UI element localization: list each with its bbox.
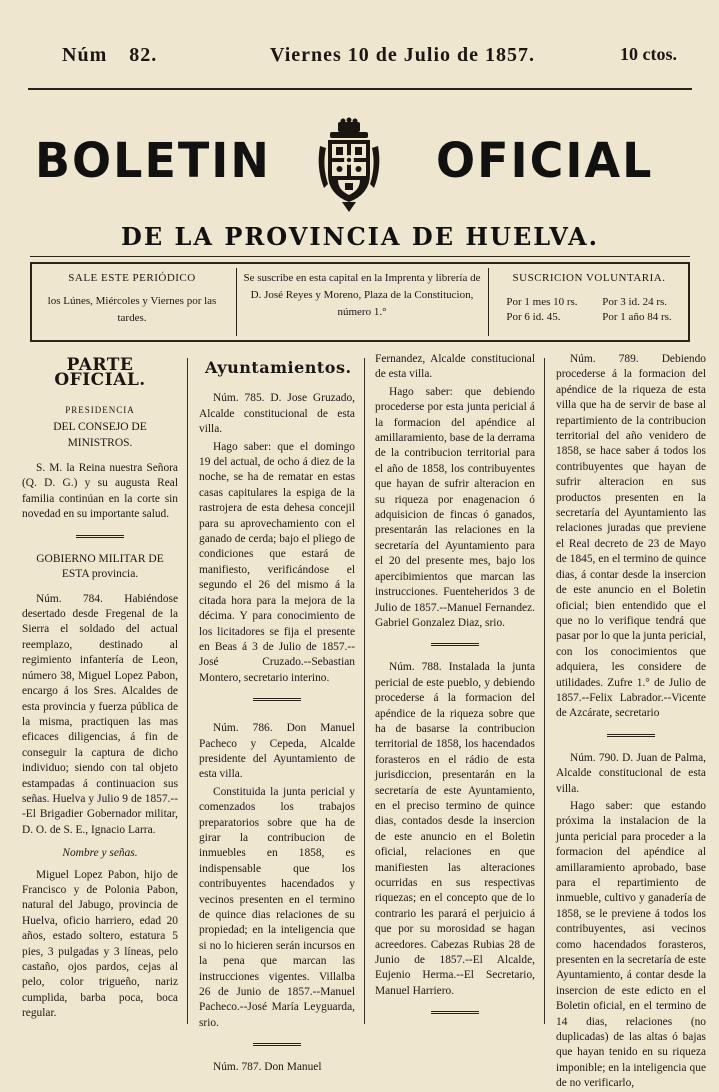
column-divider	[544, 358, 545, 1024]
publication-info	[34, 270, 230, 327]
subscription-info: Se suscribe en esta capital en la Imprenta y librería de D. José Reyes y Moreno, Plaza de la Constitucion, número 1.°	[243, 272, 481, 319]
paragraph-788: Núm. 788. Instalada la junta pericial de este pueblo, y debiendo procederse á la formacion del apéndice de la riqueza sobre que ha de basarse la contribucion territorial de 1858, los hacendados forasteros en el rádio de esta jurisdiccion, presentarán en la secretaría de este Ayuntamiento, en el preciso termino de quince dias, contados desde la insercion de este anuncio en el Boletin oficial, relaciones en que manifiesten las alteraciones ocurridas en sus respectivas riquezas; en el concepto que de lo contrario les parará el perjuicio á que por su morosidad se hagan acreedores. Cabezas Rubias 28 de Junio de 1857.--El Alcalde, Eujenio Herma.--El Secretario, Manuel Harriero.	[375, 661, 535, 997]
paragraph-continued-head: Fernandez, Alcalde constitucional de esta villa.	[375, 353, 535, 381]
rate-4: Por 1 año 84 rs.	[602, 310, 672, 323]
issue-number	[62, 44, 157, 67]
column-4	[556, 352, 706, 1090]
voluntary-subscription	[494, 270, 684, 325]
senas-heading: Nombre y señas.	[62, 847, 138, 860]
column-divider	[364, 358, 365, 1024]
consejo-heading: DEL CONSEJO DE MINISTROS.	[53, 421, 147, 449]
paragraph-790-head: Núm. 790. D. Juan de Palma, Alcalde constitucional de esta villa.	[556, 751, 706, 795]
divider	[431, 1011, 479, 1016]
gobierno-heading: GOBIERNO MILITAR DE ESTA provincia.	[36, 552, 164, 580]
paragraph-785: Hago saber: que el domingo 19 del actual, de ocho á diez de la noche, se ha de rematar en estas casas capitulares la espiga de la rastrojera de esta dehesa concejil para su aprovechamiento con el ganado de cerda; bajo el pliego de condiciones que estará de manifiesto, verificándose el segundo el 26 del mismo á la citada hora para la mejora de la décima. Y para conocimiento de los licitadores se fija el presente en Beas á 3 de Julio de 1857.--José Cruzado.--Sebastian Montero, secretario interino.	[199, 440, 355, 684]
issue-number-value: 82.	[129, 44, 158, 66]
info-box	[30, 262, 690, 342]
column-2	[199, 352, 355, 1074]
publication-text: los Lúnes, Miércoles y Viernes por las tardes.	[47, 295, 217, 325]
divider	[76, 535, 124, 540]
divider	[253, 1043, 301, 1048]
rate-1: Por 1 mes 10 rs.	[506, 296, 578, 309]
paragraph-786-head: Núm. 786. Don Manuel Pacheco y Cepeda, Alcalde presidente del Ayuntamiento de esta villa.	[199, 722, 355, 781]
paragraph-786: Constituida la junta pericial y comenzados los trabajos preparatorios sobre que ha de girar la contribucion de inmuebles en 1858, es indispensable que los contribuyentes hacendados y vecinos presenten en el termino de quince dias relaciones de su propiedad; en la inteligencia que si no lo hicieren serán incursos en la pena que marcan las instrucciones vigentes. Villalba 26 de Junio de 1857.--Manuel Pacheco.--José María Leyguarda, srio.	[199, 785, 355, 1029]
title-left: BOLETIN	[35, 131, 271, 189]
title-right: OFICIAL	[436, 131, 654, 189]
publication-title: SALE ESTE PERIÓDICO	[68, 272, 196, 284]
voluntary-title: SUSCRICION VOLUNTARIA.	[512, 272, 666, 284]
paragraph-salud: S. M. la Reina nuestra Señora (Q. D. G.) y su augusta Real familia continúan en la corte sin novedad en su importante salud.	[22, 462, 178, 521]
column-divider	[187, 358, 188, 1024]
rate-3: Por 6 id. 45.	[506, 310, 561, 323]
box-top-rule	[30, 256, 690, 257]
box-divider	[488, 268, 489, 336]
paragraph-continued: Hago saber: que debiendo procederse por esta junta pericial á la formacion del apéndice al amillaramiento, base de la derrama de la contribucion territorial para el año de 1858, los contribuyentes que hayan de sufrir alteracion en su riqueza por enagenacion ó adquisicion de fincas ó ganados, presentarán las relaciones en la secretaría del Ayuntamiento para el 20 del presente mes, bajo los apercibimientos que marcan las instrucciones. Fuenteheridos 3 de Julio de 1857.--Manuel Fernandez. Gabriel Gonzalez Diaz, srio.	[375, 385, 535, 629]
rate-2: Por 3 id. 24 rs.	[602, 296, 668, 309]
divider	[431, 643, 479, 648]
section-ayuntamientos: Ayuntamientos.	[205, 358, 352, 377]
divider	[607, 734, 655, 739]
rates	[494, 295, 684, 325]
issue-date: Viernes 10 de Julio de 1857.	[270, 44, 536, 66]
column-1	[22, 352, 178, 1024]
issue-price: 10 ctos.	[620, 44, 677, 64]
issue-number-label: Núm	[62, 44, 108, 66]
column-3	[375, 352, 535, 1024]
top-rule	[28, 88, 692, 90]
divider	[253, 698, 301, 703]
paragraph-785-head: Núm. 785. D. Jose Gruzado, Alcalde constitucional de esta villa.	[199, 392, 355, 436]
box-divider	[236, 268, 237, 336]
paragraph-784: Núm. 784. Habiéndose desertado desde Fregenal de la Sierra el soldado del actual reemplazo, destinado al regimiento infantería de Leon, número 38, Miguel Lopez Pabon, encargo á los Sres. Alcaldes de esta provincia y fuerza pública de la misma, practiquen las mas eficaces diligencias, á fin de conseguir la captura de dicho individuo; siendo con tal objeto estampadas á continuacion sus señas. Huelva y Julio 9 de 1857.---El Brigadier Gobernador militar, D. O. de S. E., Ignacio Larra.	[22, 592, 178, 836]
presidencia-heading: PRESIDENCIA	[65, 404, 135, 415]
paragraph-senas: Miguel Lopez Pabon, hijo de Francisco y de Polonia Pabon, natural del Jabugo, provincia de Huelva, oficio harriero, edad 20 años, estado soltero, estatura 5 pies, 3 pulgadas y 3 líneas, pelo castaño, ojos pardos, cejas al pelo, color trigueño, nariz cumplida, barba poca, boca regular.	[22, 868, 178, 1020]
section-parte-oficial: PARTE OFICIAL.	[54, 355, 146, 391]
paragraph-787-head: Núm. 787. Don Manuel	[213, 1061, 322, 1074]
subtitle: DE LA PROVINCIA DE HUELVA.	[121, 222, 599, 251]
coat-of-arms-icon	[316, 118, 382, 214]
masthead-line	[30, 44, 697, 74]
paragraph-790: Hago saber: que estando próxima la instalacion de la junta pericial para proceder a la formacion del apéndice al amillaramiento aprobado, base para el repartimiento de inmueble, cultivo y ganadería de 1858, se le previene á todos los contribuyentes, asi vecinos como hacendados forasteros, presenten en la secretaría de este Ayuntamiento, á contar desde la insercion de este edicto en el Boletin oficial, en el termino de 14 dias, relaciones (no duplicadas) de las altas ó bajas que hayan tenido en su riqueza imponible; en la inteligencia que de no verificarlo,	[556, 799, 706, 1090]
paragraph-789: Núm. 789. Debiendo procederse á la formacion del apéndice de la riqueza de esta villa que ha de servir de base al repartimiento de la contribucion territorial del año venidero de 1858, se hace saber á todos los contribuyentes que hayan de sufrir alteracion en sus productos presenten en la secretaría del Ayuntamiento las relaciones juradas que previene el Real decreto de 23 de Mayo de 1845, en el termino de quince dias, á contar desde la insercion de este anuncio en el Boletin oficial; bien entendido que el que no lo verifique tendrá que pasar por lo que la junta pericial, con los conocimientos que adquiera, les considere de utilidades. Zufre 1.° de Julio de 1857.--Felix Labrador.--Vicente de Azcárate, secretario	[556, 353, 706, 720]
